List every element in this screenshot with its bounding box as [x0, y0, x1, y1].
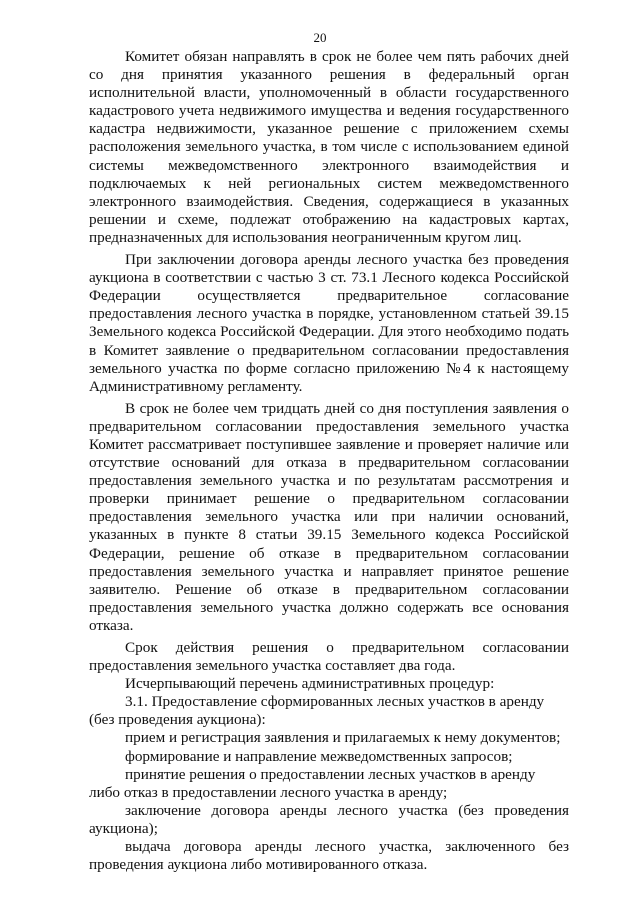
paragraph-decision-validity: Срок действия решения о предварительном согласовании предоставления земельного участка составляет два года.: [89, 639, 569, 675]
paragraph-procedures-heading: Исчерпывающий перечень административных процедур:: [125, 675, 495, 693]
page-number: 20: [313, 30, 327, 45]
list-item-lease-contract: заключение договора аренды лесного участка (без проведения аукциона);: [89, 801, 569, 837]
paragraph-cadastral-notification: Комитет обязан направлять в срок не более чем пять рабочих дней со дня принятия указанного решения в федеральный орган исполнительной власти, уполномоченный в области государственного кадастрового учета недвижимого имущества и ведения государственного кадастра недвижимости, указанное решение с приложением схемы расположения земельного участка, в том числе с использованием единой системы межведомственного электронного взаимодействия и подключаемых к ней региональных систем межведомственного электронного взаимодействия. Сведения, содержащиеся в указанных решении и схеме, подлежат отображению на кадастровых картах, предназначенных для использования неограниченным кругом лиц.: [89, 48, 569, 246]
list-item-contract-issuance: выдача договора аренды лесного участка, заключенного без проведения аукциона либо мотивированного отказа.: [89, 838, 569, 874]
list-item-application-intake: прием и регистрация заявления и прилагаемых к нему документов;: [125, 729, 561, 747]
list-item-lease-decision: принятие решения о предоставлении лесных участков в аренду либо отказ в предоставлении лесного участка в аренду;: [89, 765, 536, 801]
list-item-interagency-requests: формирование и направление межведомственных запросов;: [125, 747, 513, 765]
paragraph-lease-without-auction: При заключении договора аренды лесного участка без проведения аукциона в соответствии с частью 3 ст. 73.1 Лесного кодекса Российской Федерации осуществляется предварительное согласование предоставления лесного участка в порядке, установленном статьей 39.15 Земельного кодекса Российской Федерации. Для этого необходимо подать в Комитет заявление о предварительном согласовании предоставления земельного участка по форме согласно приложению №4 к настоящему Административному регламенту.: [89, 251, 569, 395]
paragraph-thirty-day-review: В срок не более чем тридцать дней со дня поступления заявления о предварительном согласовании предоставления земельного участка Комитет рассматривает поступившее заявление и проверяет наличие или отсутствие оснований для отказа в предварительном согласовании предоставления земельного участка и по результатам рассмотрения и проверки принимает решение о предварительном согласовании предоставления земельного участка или при наличии оснований, указанных в пункте 8 статьи 39.15 Земельного кодекса Российской Федерации, решение об отказе в предварительном согласовании предоставления земельного участка и направляет принятое решение заявителю. Решение об отказе в предварительном согласовании предоставления земельного участка должно содержать все основания отказа.: [89, 399, 569, 634]
paragraph-section-3-1: 3.1. Предоставление сформированных лесных участков в аренду (без проведения аукциона):: [89, 693, 545, 729]
document-body: [89, 48, 569, 874]
